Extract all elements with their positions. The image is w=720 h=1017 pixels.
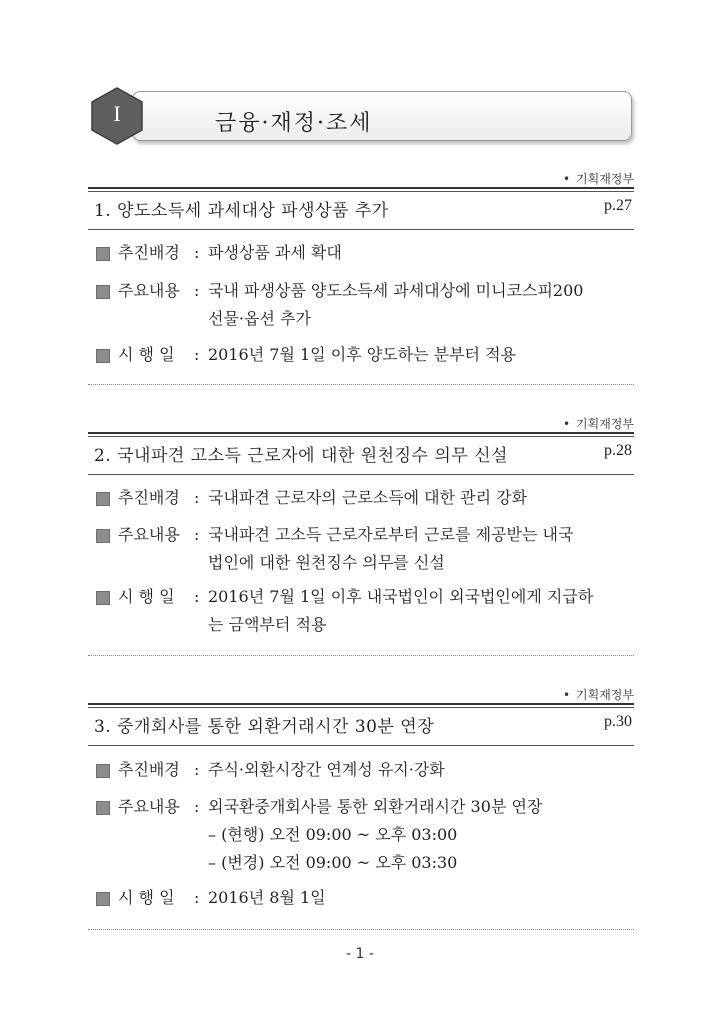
dotted-divider xyxy=(88,929,634,930)
bullet-dot-icon: • xyxy=(562,172,571,186)
square-bullet-icon xyxy=(96,285,110,299)
item-value-line: 법인에 대한 원천징수 의무를 신설 xyxy=(208,553,445,572)
colon: : xyxy=(194,345,200,364)
dotted-divider xyxy=(88,655,634,656)
item-label: 추진배경 xyxy=(118,760,180,779)
ministry-label: • 기획재정부 xyxy=(562,417,634,431)
page-reference: p.30 xyxy=(604,713,632,730)
divider xyxy=(88,187,634,189)
divider xyxy=(88,436,634,437)
dotted-divider xyxy=(88,384,634,385)
square-bullet-icon xyxy=(96,492,110,506)
page-reference: p.27 xyxy=(604,197,632,214)
item-label: 주요내용 xyxy=(118,525,180,544)
item-value-line: – (현행) 오전 09:00 ~ 오후 03:00 xyxy=(208,825,458,844)
item-label: 추진배경 xyxy=(118,243,180,262)
item-value-line: 국내파견 고소득 근로자로부터 근로를 제공받는 내국 xyxy=(208,525,574,544)
chapter-header xyxy=(88,87,634,145)
square-bullet-icon xyxy=(96,247,110,261)
bullet-dot-icon: • xyxy=(562,417,571,431)
colon: : xyxy=(194,888,200,907)
item-value: 국내파견 근로자의 근로소득에 대한 관리 강화 xyxy=(208,488,528,507)
item-value: 주식·외환시장간 연계성 유지·강화 xyxy=(208,760,445,779)
colon: : xyxy=(194,281,200,300)
section-2 xyxy=(88,415,634,658)
item-value-line: 외국환중개회사를 통한 외환거래시간 30분 연장 xyxy=(208,797,543,816)
item-label: 시 행 일 xyxy=(118,345,175,364)
section-title: 2. 국내파견 고소득 근로자에 대한 원천징수 의무 신설 xyxy=(94,446,508,466)
chapter-number: I xyxy=(113,101,121,126)
divider xyxy=(88,703,634,705)
square-bullet-icon xyxy=(96,892,110,906)
colon: : xyxy=(194,243,200,262)
chapter-title-bar xyxy=(132,91,632,141)
item-value-line: 선물·옵션 추가 xyxy=(208,309,311,328)
square-bullet-icon xyxy=(96,529,110,543)
square-bullet-icon xyxy=(96,801,110,815)
divider xyxy=(88,432,634,434)
section-1 xyxy=(88,170,634,386)
divider xyxy=(88,474,634,475)
divider xyxy=(88,707,634,708)
item-value: 2016년 7월 1일 이후 양도하는 분부터 적용 xyxy=(208,345,516,364)
item-value: 파생상품 과세 확대 xyxy=(208,243,342,262)
colon: : xyxy=(194,797,200,816)
item-label: 주요내용 xyxy=(118,281,180,300)
page-number: - 1 - xyxy=(346,946,374,962)
divider xyxy=(88,229,634,230)
section-title: 3. 중개회사를 통한 외환거래시간 30분 연장 xyxy=(94,717,435,737)
item-value-line: 국내 파생상품 양도소득세 과세대상에 미니코스피200 xyxy=(208,281,584,300)
item-value-line: 2016년 7월 1일 이후 내국법인이 외국법인에게 지급하 xyxy=(208,587,594,606)
item-label: 시 행 일 xyxy=(118,888,175,907)
item-label: 주요내용 xyxy=(118,797,180,816)
colon: : xyxy=(194,488,200,507)
item-value: 2016년 8월 1일 xyxy=(208,888,326,907)
colon: : xyxy=(194,760,200,779)
bullet-dot-icon: • xyxy=(562,688,571,702)
chapter-title: 금융·재정·조세 xyxy=(215,111,373,136)
square-bullet-icon xyxy=(96,591,110,605)
divider xyxy=(88,191,634,192)
ministry-label: • 기획재정부 xyxy=(562,688,634,702)
square-bullet-icon xyxy=(96,764,110,778)
colon: : xyxy=(194,587,200,606)
item-value-line: 는 금액부터 적용 xyxy=(208,615,327,634)
section-3 xyxy=(88,686,634,932)
ministry-label: • 기획재정부 xyxy=(562,172,634,186)
item-label: 시 행 일 xyxy=(118,587,175,606)
page-reference: p.28 xyxy=(604,442,632,459)
item-value-line: – (변경) 오전 09:00 ~ 오후 03:30 xyxy=(208,853,458,872)
item-label: 추진배경 xyxy=(118,488,180,507)
divider xyxy=(88,745,634,746)
colon: : xyxy=(194,525,200,544)
square-bullet-icon xyxy=(96,349,110,363)
section-title: 1. 양도소득세 과세대상 파생상품 추가 xyxy=(94,201,389,221)
